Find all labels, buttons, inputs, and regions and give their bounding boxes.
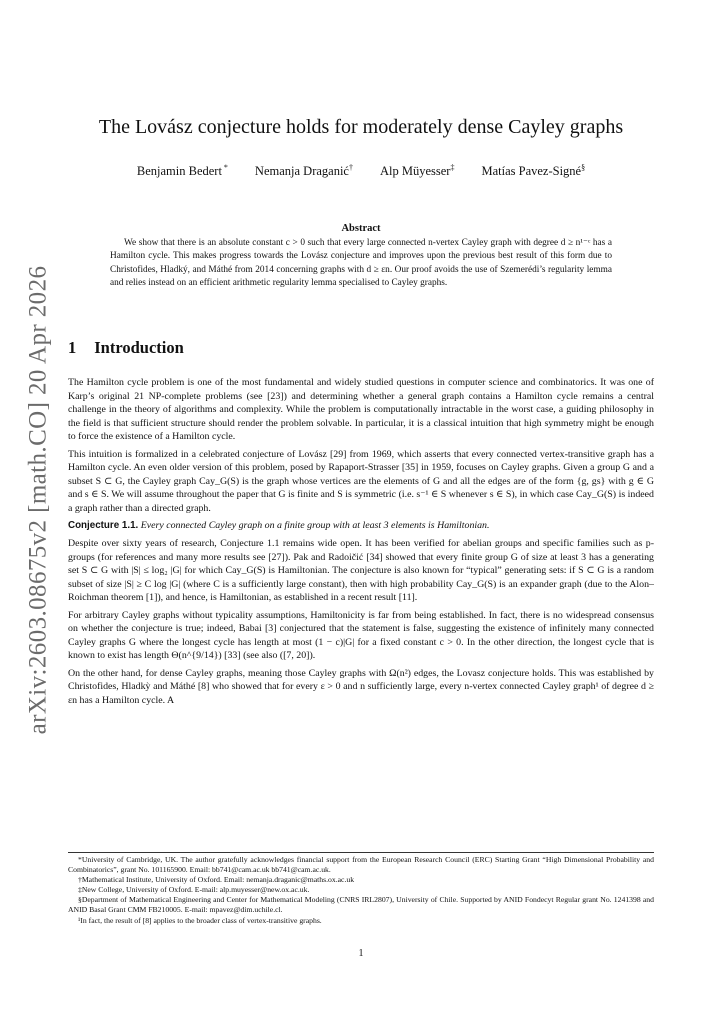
footnote: †Mathematical Institute, University of Oxford. Email: nemanja.draganic@maths.ox.ac.uk: [78, 875, 355, 885]
abstract-heading: Abstract: [341, 223, 381, 234]
footnote: ‡New College, University of Oxford. E-mail: alp.muyesser@new.ox.ac.uk.: [78, 885, 310, 895]
footnote: §Department of Mathematical Engineering and Center for Mathematical Modeling (CNRS IRL2807), University of Chile. Supported by ANID Fondecyt Regular grant No. 1241398 and ANID Basal Grant CMM FB210005. E-mail: mpavez@dim.uchile.cl.: [68, 895, 654, 915]
conjecture: [68, 519, 654, 533]
paragraph: This intuition is formalized in a celebrated conjecture of Lovász [29] from 1969, which asserts that every connected vertex-transitive graph has a Hamilton cycle. An even older version of this problem, posed by Rapaport-Strasser [35] in 1959, focuses on Cayley graphs. Given a group G and a subset S ⊂ G, the Cayley graph Cay_G(S) is the graph whose vertices are the elements of G and all the edges are of the form {g, gs} with g ∈ G and s ∈ S. We will assume throughout the paper that G is finite and S is symmetric (i.e. s⁻¹ ∈ S whenever s ∈ S), in which case Cay_G(S) is indeed a graph rather than a directed graph.: [68, 448, 654, 514]
conjecture-text: Every connected Cayley graph on a finite group with at least 3 elements is Hamiltonian.: [140, 520, 490, 532]
section-title: Introduction: [94, 338, 184, 357]
author: Nemanja Draganić†: [254, 163, 353, 179]
author: Alp Müyesser‡: [379, 163, 455, 179]
author: Matías Pavez-Signé§: [481, 163, 586, 179]
abstract-text: We show that there is an absolute constant c > 0 such that every large connected n-vertex Cayley graph with degree d ≥ n¹⁻ᶜ has a Hamilton cycle. This makes progress towards the Lovász conjecture and improves upon the previous best result of this form due to Christofides, Hladký, and Máthé from 2014 concerning graphs with d ≥ εn. Our proof avoids the use of Szemerédi’s regularity lemma and relies instead on an efficient arithmetic regularity lemma specialised to Cayley graphs.: [110, 238, 612, 288]
arxiv-stamp: [22, 265, 54, 735]
conjecture-label: Conjecture 1.1.: [68, 520, 139, 532]
body-text: [68, 376, 654, 712]
paragraph: For arbitrary Cayley graphs without typicality assumptions, Hamiltonicity is far from being established. In fact, there is no widespread consensus on whether the conjecture is true; indeed, Babai [3] conjectured that the statement is false, suggesting the existence of infinitely many connected Cayley graphs G where the longest cycle has length at most (1 − c)|G| for a fixed constant c > 0. In the other direction, the longest cycle that is known to exist has length Θ(n^{9/14}) [33] (see also ([7, 20]).: [68, 609, 654, 662]
footnote: ¹In fact, the result of [8] applies to the broader class of vertex-transitive graphs.: [78, 915, 322, 925]
section-heading: [68, 338, 184, 358]
section-number: 1: [68, 338, 77, 357]
footnotes: [68, 852, 654, 926]
arxiv-id: arXiv:2603.08675v2 [math.CO] 20 Apr 2026: [24, 265, 52, 735]
author: Benjamin Bedert *: [136, 163, 228, 179]
paragraph: On the other hand, for dense Cayley graphs, meaning those Cayley graphs with Ω(n²) edges, the Lovasz conjecture holds. This was established by Christofides, Hladkỳ and Máthé [8] who showed that for every ε > 0 and n sufficiently large, every n-vertex connected Cayley graph¹ of degree d ≥ εn has a Hamilton cycle. A: [68, 667, 654, 707]
paper-title: The Lovász conjecture holds for moderately dense Cayley graphs: [98, 116, 624, 138]
paragraph: The Hamilton cycle problem is one of the most fundamental and widely studied questions in computer science and combinatorics. It was one of Karp’s original 21 NP-complete problems (see [23]) and determining whether a general graph contains a Hamilton cycle remains a central challenge in the theory of algorithms and complexity. While the problem is computationally intractable in the worst case, a guiding philosophy in the field is that sufficient structure should render the problem solvable. In particular, it is a classical intuition that high symmetry might be enough to force the existence of a Hamilton cycle.: [68, 377, 654, 443]
paragraph: Despite over sixty years of research, Conjecture 1.1 remains wide open. It has been verified for abelian groups and specific families such as p-groups (for references and many more results see [27]). Pak and Radoičić [34] showed that every finite group G of size at least 3 has a generating set S ⊂ G with |S| ≤ log₂ |G| for which Cay_G(S) is Hamiltonian. The conjecture is also known for “typical” generating sets: if S ⊂ G is a random subset of size |S| ≥ C log |G| (where C is a sufficiently large constant), then with high probability Cay_G(S) is an expander graph (due to the Alon–Roichman theorem [1]), and hence, is Hamiltonian, as established in a recent result [11].: [68, 538, 654, 604]
footnote: *University of Cambridge, UK. The author gratefully acknowledges financial support from the European Research Council (ERC) Starting Grant “High Dimensional Probability and Combinatorics”, grant No. 101165900. Email: bb741@cam.ac.uk bb741@cam.ac.uk.: [68, 855, 654, 875]
author-list: [68, 163, 654, 179]
page-number: 1: [358, 948, 364, 959]
